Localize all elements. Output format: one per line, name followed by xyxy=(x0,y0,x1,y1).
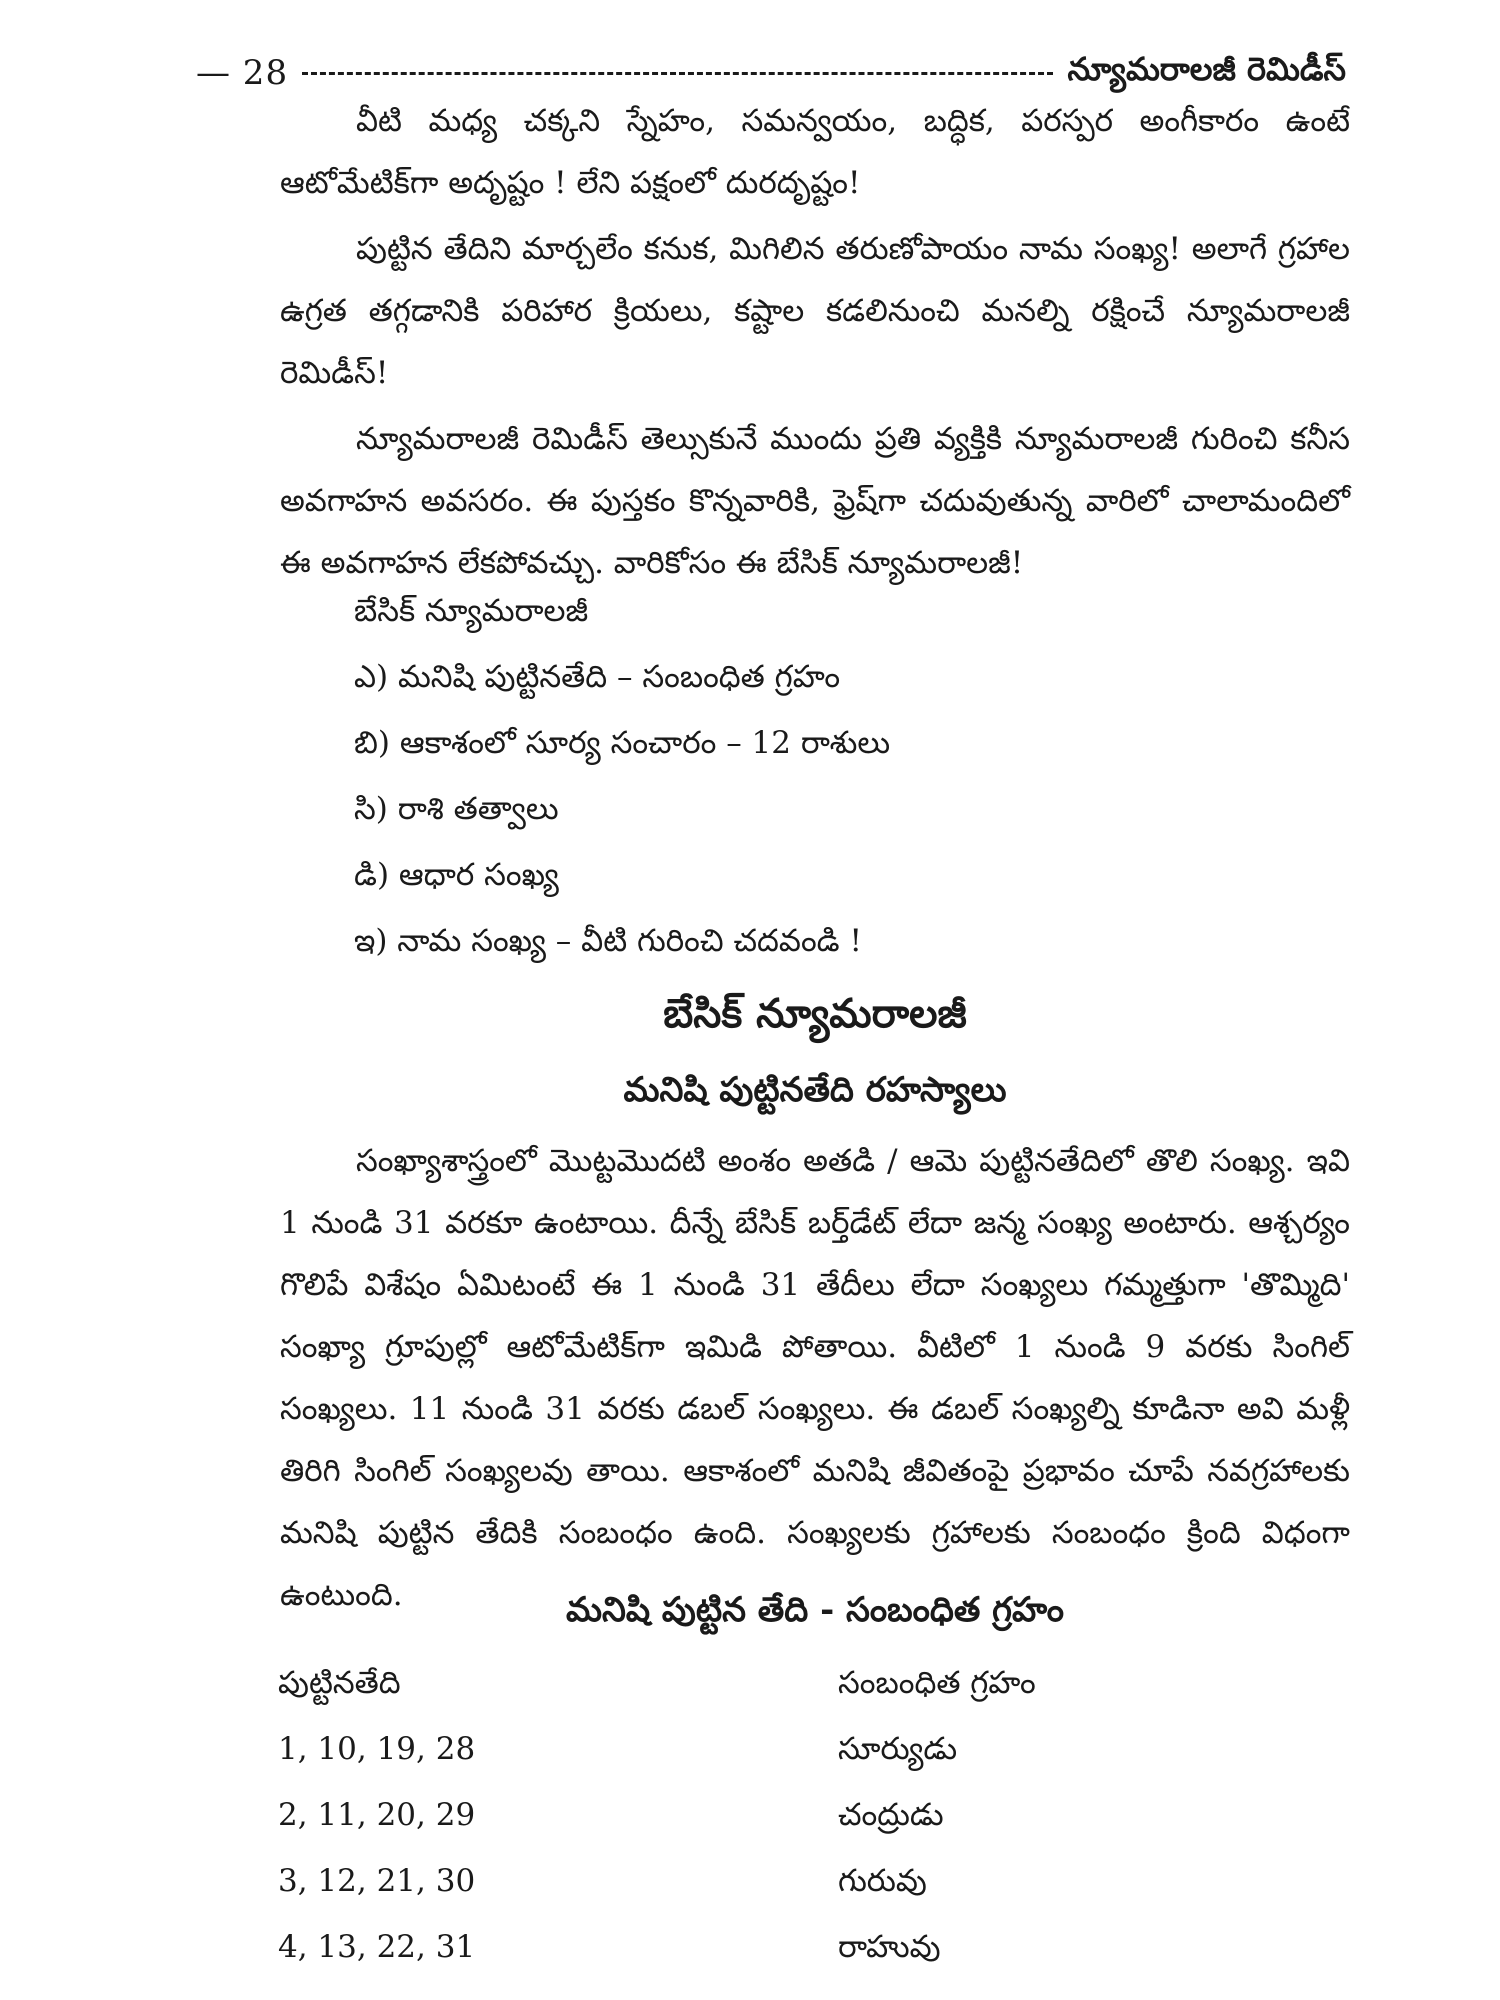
column-header-planet: సంబంధిత గ్రహం xyxy=(838,1665,1036,1701)
table-header-row xyxy=(278,1650,1278,1716)
topics-list xyxy=(354,578,890,974)
row-planet: సూర్యుడు xyxy=(838,1731,958,1767)
header-dashed-rule xyxy=(302,72,1053,75)
intro-text xyxy=(280,90,1350,594)
list-item: డి) ఆధార సంఖ్య xyxy=(354,857,559,893)
table-row xyxy=(278,1914,1278,1980)
table-row xyxy=(278,1716,1278,1782)
page-number: — 28 xyxy=(196,53,289,93)
row-planet: చంద్రుడు xyxy=(838,1797,944,1833)
topics-title: బేసిక్ న్యూమరాలజీ xyxy=(354,593,589,629)
list-item: ఇ) నామ సంఖ్య – వీటి గురించి చదవండి ! xyxy=(354,923,862,959)
row-planet: రాహువు xyxy=(838,1929,941,1965)
birthdate-planet-table xyxy=(278,1650,1278,1980)
table-heading: మనిషి పుట్టిన తేది - సంబంధిత గ్రహం xyxy=(566,1590,1064,1630)
row-dates: 3, 12, 21, 30 xyxy=(278,1863,476,1899)
column-header-date: పుట్టినతేది xyxy=(278,1665,401,1701)
section-paragraph: సంఖ్యాశాస్త్రంలో మొట్టమొదటి అంశం అతడి / ఆమె పుట్టినతేదిలో తొలి సంఖ్య. ఇవి 1 నుండి 31 వరకూ ఉంటాయి. దీన్నే బేసిక్ బర్త్‌డేట్ లేదా జన్మ సంఖ్య అంటారు. ఆశ్చర్యం గొలిపే విశేషం ఏమిటంటే ఈ 1 నుండి 31 తేదీలు లేదా సంఖ్యలు గమ్మత్తుగా 'తొమ్మిది' సంఖ్యా గ్రూపుల్లో ఆటోమేటిక్‌గా ఇమిడి పోతాయి. వీటిలో 1 నుండి 9 వరకు సింగిల్ సంఖ్యలు. 11 నుండి 31 వరకు డబల్ సంఖ్యలు. ఈ డబల్ సంఖ్యల్ని కూడినా అవి మళ్లీ తిరిగి సింగిల్ సంఖ్యలవు తాయి. ఆకాశంలో మనిషి జీవితంపై ప్రభావం చూపే నవగ్రహాలకు మనిషి పుట్టిన తేదికి సంబంధం ఉంది. సంఖ్యలకు గ్రహాలకు సంబంధం క్రింది విధంగా ఉంటుంది. xyxy=(280,1143,1350,1613)
list-item: ఎ) మనిషి పుట్టినతేది – సంబంధిత గ్రహం xyxy=(354,659,841,695)
section-text xyxy=(280,1130,1350,1626)
table-row xyxy=(278,1782,1278,1848)
section-heading: బేసిక్ న్యూమరాలజీ xyxy=(663,990,967,1037)
table-row xyxy=(278,1848,1278,1914)
intro-paragraph-3: న్యూమరాలజీ రెమిడీస్ తెల్సుకునే ముందు ప్రతి వ్యక్తికి న్యూమరాలజీ గురించి కనీస అవగాహన అవసరం. ఈ పుస్తకం కొన్నవారికి, ఫ్రెష్‌గా చదువుతున్న వారిలో చాలామందిలో ఈ అవగాహన లేకపోవచ్చు. వారికోసం ఈ బేసిక్ న్యూమరాలజీ! xyxy=(280,421,1350,581)
section-subheading: మనిషి పుట్టినతేది రహస్యాలు xyxy=(623,1070,1007,1110)
intro-paragraph-1: వీటి మధ్య చక్కని స్నేహం, సమన్వయం, బద్ధిక, పరస్పర అంగీకారం ఉంటే ఆటోమేటిక్‌గా అదృష్టం ! లేని పక్షంలో దురదృష్టం! xyxy=(280,103,1350,201)
row-dates: 2, 11, 20, 29 xyxy=(278,1797,476,1833)
row-dates: 1, 10, 19, 28 xyxy=(278,1731,476,1767)
row-dates: 4, 13, 22, 31 xyxy=(278,1929,476,1965)
intro-paragraph-2: పుట్టిన తేదిని మార్చలేం కనుక, మిగిలిన తరుణోపాయం నామ సంఖ్య! అలాగే గ్రహాల ఉగ్రత తగ్గడానికి పరిహార క్రియలు, కష్టాల కడలినుంచి మనల్ని రక్షించే న్యూమరాలజీ రెమిడీస్! xyxy=(280,231,1350,391)
running-title: న్యూమరాలజీ రెమిడీస్ xyxy=(1067,50,1346,88)
list-item: బి) ఆకాశంలో సూర్య సంచారం – 12 రాశులు xyxy=(354,725,891,761)
row-planet: గురువు xyxy=(838,1863,927,1899)
list-item: సి) రాశి తత్వాలు xyxy=(354,791,559,827)
